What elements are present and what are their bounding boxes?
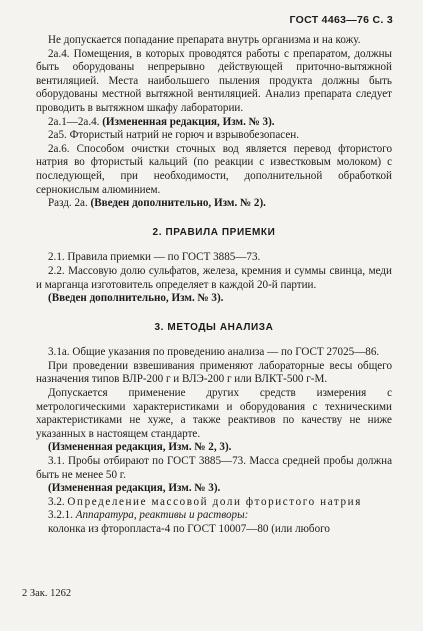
amendment-note: (Введен дополнительно, Изм. № 2). xyxy=(90,197,266,210)
paragraph: 3.1. Пробы отбирают по ГОСТ 3885—73. Масса средней пробы должна быть не менее 50 г. xyxy=(36,455,392,481)
paragraph: Не допускается попадание препарата внутрь организма и на кожу. xyxy=(48,34,361,46)
clause-number: 3.2. xyxy=(48,495,68,508)
paragraph: 3.1а. Общие указания по проведению анализа — по ГОСТ 27025—86. xyxy=(48,346,380,359)
amendment-note: (Измененная редакция, Изм. № 2, 3). xyxy=(48,441,232,454)
paragraph: При проведении взвешивания применяют лабораторные весы общего назначения типов ВЛР-200 г и ВЛЭ-200 г или ВЛКТ-500 г-М. xyxy=(36,359,392,386)
page-header: ГОСТ 4463—76 С. 3 xyxy=(289,14,393,26)
paragraph xyxy=(36,496,392,510)
paragraph: колонка из фторопласта-4 по ГОСТ 10007—80 (или любого xyxy=(48,523,330,535)
page-footer: 2 Зак. 1262 xyxy=(22,588,72,599)
amendment-note: (Введен дополнительно, Изм. № 3). xyxy=(48,292,224,305)
paragraph: 2.1. Правила приемки — по ГОСТ 3885—73. xyxy=(48,251,261,264)
clause-ref: 2а.1—2а.4. xyxy=(48,115,103,128)
amendment-note: (Измененная редакция, Изм. № 3). xyxy=(102,115,275,128)
amendment-note: (Измененная редакция, Изм. № 3). xyxy=(48,482,221,495)
section-heading: 2. ПРАВИЛА ПРИЕМКИ xyxy=(152,226,276,238)
paragraph: Допускается применение других средств измерения с метрологическими характеристиками и оборудования с техническими характеристиками не хуже, а также реактивов по качеству не ниже указанных в настоящем стандарте. xyxy=(36,387,392,440)
section-heading: 3. МЕТОДЫ АНАЛИЗА xyxy=(154,321,274,333)
paragraph: 2.2. Массовую долю сульфатов, железа, кремния и суммы свинца, меди и марганца изготовитель определяет в каждой 20-й партии. xyxy=(36,264,392,291)
paragraph xyxy=(36,197,392,211)
clause-ref: Разд. 2а. xyxy=(48,197,91,210)
paragraph: 2а5. Фтористый натрий не горюч и взрывобезопасен. xyxy=(48,129,299,142)
clause-number: 3.2.1. xyxy=(48,509,76,522)
clause-title: Аппаратура, реактивы и растворы: xyxy=(75,509,249,522)
paragraph: 2а.6. Способом очистки сточных вод является перевод фтористого натрия во фтористый кальций (по реакции с известковым молоком) с последующей, при необходимости, дополнительной обработкой сернокислым алюминием. xyxy=(36,142,392,196)
paragraph: 2а.4. Помещения, в которых проводятся работы с препаратом, должны быть оборудованы непрерывно действующей приточно-вытяжной вентиляцией. Места наибольшего пыления продукта должны быть оборудованы местной вытяжной вентиляцией. Анализ препарата следует проводить в вытяжном шкафу лаборатории. xyxy=(36,47,392,114)
paragraph xyxy=(36,509,392,523)
clause-title: Определение массовой доли фтористого натрия xyxy=(67,495,362,508)
document-body xyxy=(36,34,392,537)
paragraph xyxy=(36,116,392,130)
